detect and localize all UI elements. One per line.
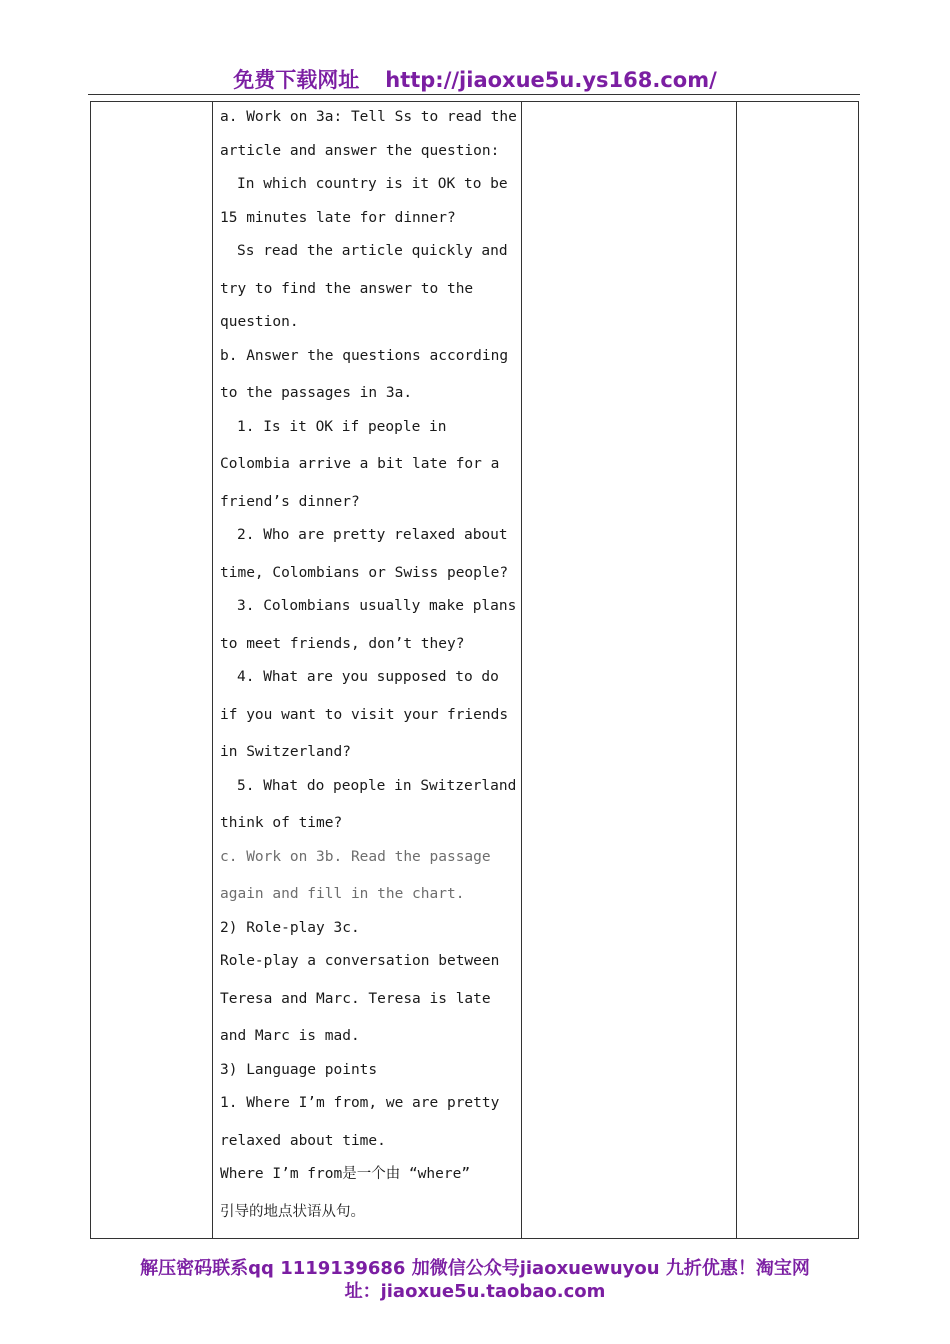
text-line: 3. Colombians usually make plans: [237, 598, 517, 614]
student-activity-cell: [521, 102, 736, 1239]
text-line: 1. Where I’m from, we are pretty: [220, 1095, 500, 1111]
text-line: b. Answer the questions according: [220, 347, 509, 364]
notes-cell: [736, 102, 858, 1239]
text-line: Ss read the article quickly and: [237, 243, 508, 259]
footer-line-1: 解压密码联系qq 1119139686 加微信公众号jiaoxuewuyou 九折优惠！淘宝网: [140, 1258, 810, 1279]
text-line: relaxed about time.: [220, 1132, 386, 1149]
text-line: time, Colombians or Swiss people?: [220, 564, 509, 581]
text-line: Colombia arrive a bit late for a: [220, 456, 500, 472]
text-line: question.: [220, 314, 299, 330]
header-url-link[interactable]: http://jiaoxue5u.ys168.com/: [385, 68, 717, 92]
header-divider: [88, 94, 860, 95]
table-row: [91, 102, 859, 1239]
text-line: 3) Language points: [220, 1061, 378, 1078]
text-line: 2. Who are pretty relaxed about: [237, 527, 508, 543]
text-line: a. Work on 3a: Tell Ss to read the: [220, 109, 517, 125]
text-line: again and fill in the chart.: [220, 886, 465, 902]
text-line: and Marc is mad.: [220, 1028, 360, 1044]
text-line: to the passages in 3a.: [220, 385, 413, 401]
text-line: In which country is it OK to be: [237, 176, 508, 192]
text-line: try to find the answer to the: [220, 280, 474, 297]
text-line: 1. Is it OK if people in: [237, 418, 447, 435]
text-line: c. Work on 3b. Read the passage: [220, 848, 491, 865]
text-line: 引导的地点状语从句。: [220, 1203, 365, 1220]
text-line: Role-play a conversation between: [220, 953, 500, 969]
footer-line-2[interactable]: 址：jiaoxue5u.taobao.com: [344, 1281, 606, 1302]
text-line: think of time?: [220, 815, 343, 831]
stage-cell: [91, 102, 213, 1239]
page-header: [0, 64, 950, 94]
teacher-activity-cell: [213, 102, 522, 1239]
lesson-table: [90, 101, 859, 1239]
header-label: 免费下载网址: [233, 68, 360, 92]
text-line: 15 minutes late for dinner?: [220, 209, 456, 226]
text-line: 5. What do people in Switzerland: [237, 777, 517, 794]
activity-text: [213, 102, 521, 1236]
text-line: in Switzerland?: [220, 744, 351, 760]
text-line: Where I’m from是一个由 “where”: [220, 1166, 471, 1182]
text-line: 2) Role-play 3c.: [220, 919, 360, 936]
text-line: 4. What are you supposed to do: [237, 669, 499, 685]
text-line: to meet friends, don’t they?: [220, 635, 465, 652]
text-line: if you want to visit your friends: [220, 706, 509, 723]
text-line: Teresa and Marc. Teresa is late: [220, 990, 491, 1007]
text-line: friend’s dinner?: [220, 493, 360, 510]
text-line: article and answer the question:: [220, 142, 500, 159]
